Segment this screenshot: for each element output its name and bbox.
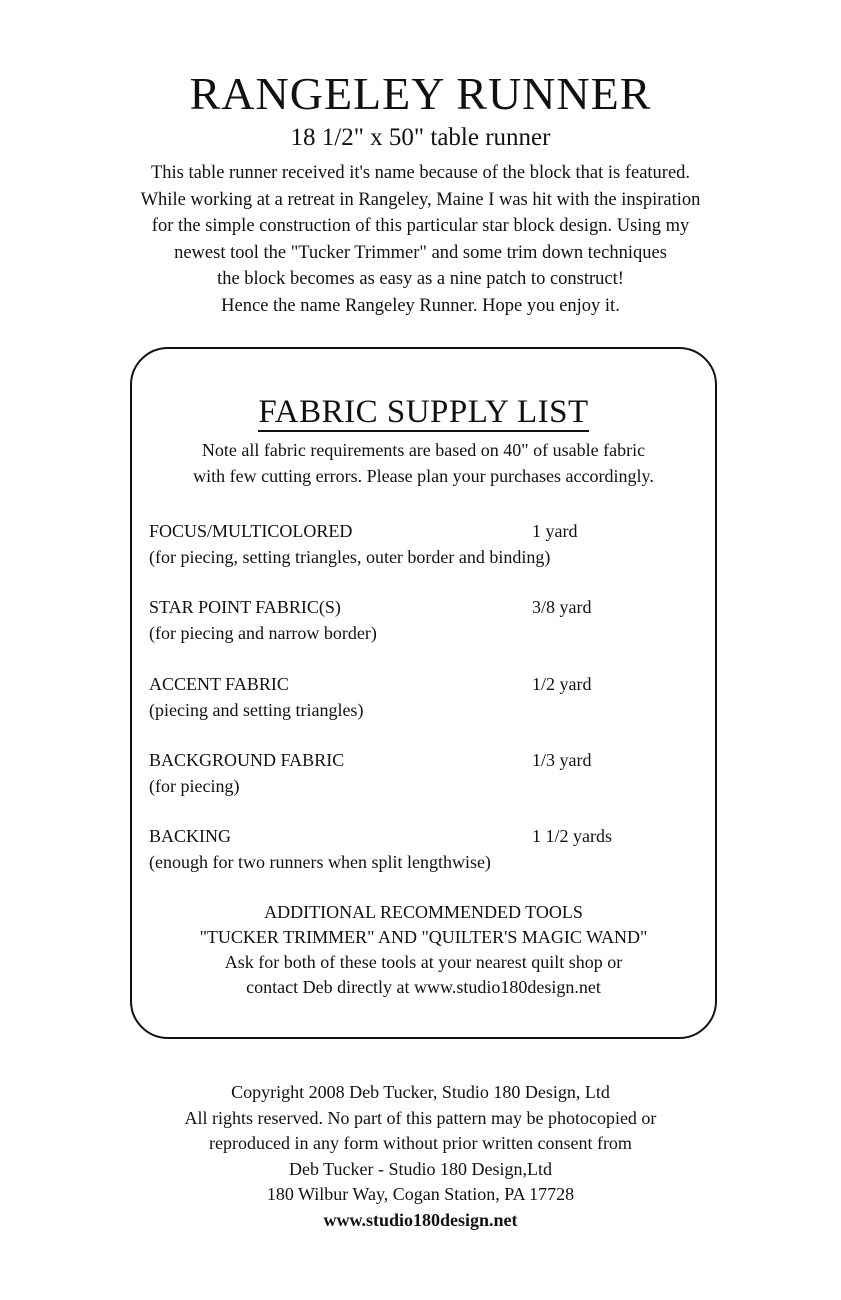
intro-paragraph [40, 160, 801, 319]
supply-item-accent [149, 671, 669, 723]
supply-item-background [149, 747, 669, 799]
intro-line: the block becomes as easy as a nine patch to construct! [217, 269, 624, 289]
supply-item-name: ACCENT FABRIC [149, 674, 289, 694]
supply-item-name: STAR POINT FABRIC(S) [149, 597, 341, 617]
supply-item-desc: (for piecing and narrow border) [149, 623, 377, 643]
footer-line: Copyright 2008 Deb Tucker, Studio 180 Design, Ltd [231, 1082, 610, 1102]
supply-item-desc: (enough for two runners when split lengthwise) [149, 852, 491, 872]
tools-line: contact Deb directly at www.studio180design.net [246, 977, 601, 997]
supply-item-qty: 1 yard [532, 521, 578, 541]
footer-line: reproduced in any form without prior written consent from [209, 1133, 632, 1153]
supply-list-title [130, 390, 717, 434]
note-line: Note all fabric requirements are based on 40" of usable fabric [201, 440, 646, 460]
supply-item-qty: 3/8 yard [532, 597, 592, 617]
supply-note [130, 437, 717, 489]
supply-item-desc: (piecing and setting triangles) [149, 700, 364, 720]
footer-line: All rights reserved. No part of this pattern may be photocopied or [184, 1107, 657, 1128]
note-line: with few cutting errors. Please plan your purchases accordingly. [193, 466, 654, 486]
footer-url: www.studio180design.net [323, 1209, 518, 1230]
intro-line: for the simple construction of this particular star block design. Using my [151, 216, 690, 236]
supply-item-name: FOCUS/MULTICOLORED [149, 521, 353, 541]
copyright-footer [0, 1080, 841, 1233]
intro-line: Hence the name Rangeley Runner. Hope you enjoy it. [221, 295, 620, 316]
supply-item-backing [149, 823, 669, 875]
supply-item-desc: (for piecing) [149, 776, 240, 796]
intro-line: newest tool the "Tucker Trimmer" and some trim down techniques [174, 242, 667, 263]
footer-line: Deb Tucker - Studio 180 Design,Ltd [289, 1158, 552, 1179]
intro-line: This table runner received it's name because of the block that is featured. [150, 163, 691, 183]
supply-item-star-point [149, 594, 669, 646]
page-subtitle: 18 1/2" x 50" table runner [290, 124, 551, 151]
supply-item-desc: (for piecing, setting triangles, outer border and binding) [149, 547, 551, 567]
footer-line: 180 Wilbur Way, Cogan Station, PA 17728 [266, 1184, 575, 1204]
supply-item-qty: 1 1/2 yards [532, 826, 612, 846]
tools-line: Ask for both of these tools at your nearest quilt shop or [224, 952, 623, 972]
supply-item-focus [149, 518, 669, 570]
supply-list-title-text: FABRIC SUPPLY LIST [258, 394, 589, 430]
tools-line: "TUCKER TRIMMER" AND "QUILTER'S MAGIC WAND" [199, 927, 648, 947]
page-title: RANGELEY RUNNER [189, 68, 652, 119]
tools-line: ADDITIONAL RECOMMENDED TOOLS [264, 902, 583, 922]
recommended-tools [130, 900, 717, 1000]
supply-item-qty: 1/3 yard [532, 750, 592, 770]
intro-line: While working at a retreat in Rangeley, Maine I was hit with the inspiration [140, 189, 701, 210]
supply-item-qty: 1/2 yard [532, 674, 592, 694]
supply-item-name: BACKGROUND FABRIC [149, 750, 345, 770]
supply-item-name: BACKING [149, 826, 232, 846]
